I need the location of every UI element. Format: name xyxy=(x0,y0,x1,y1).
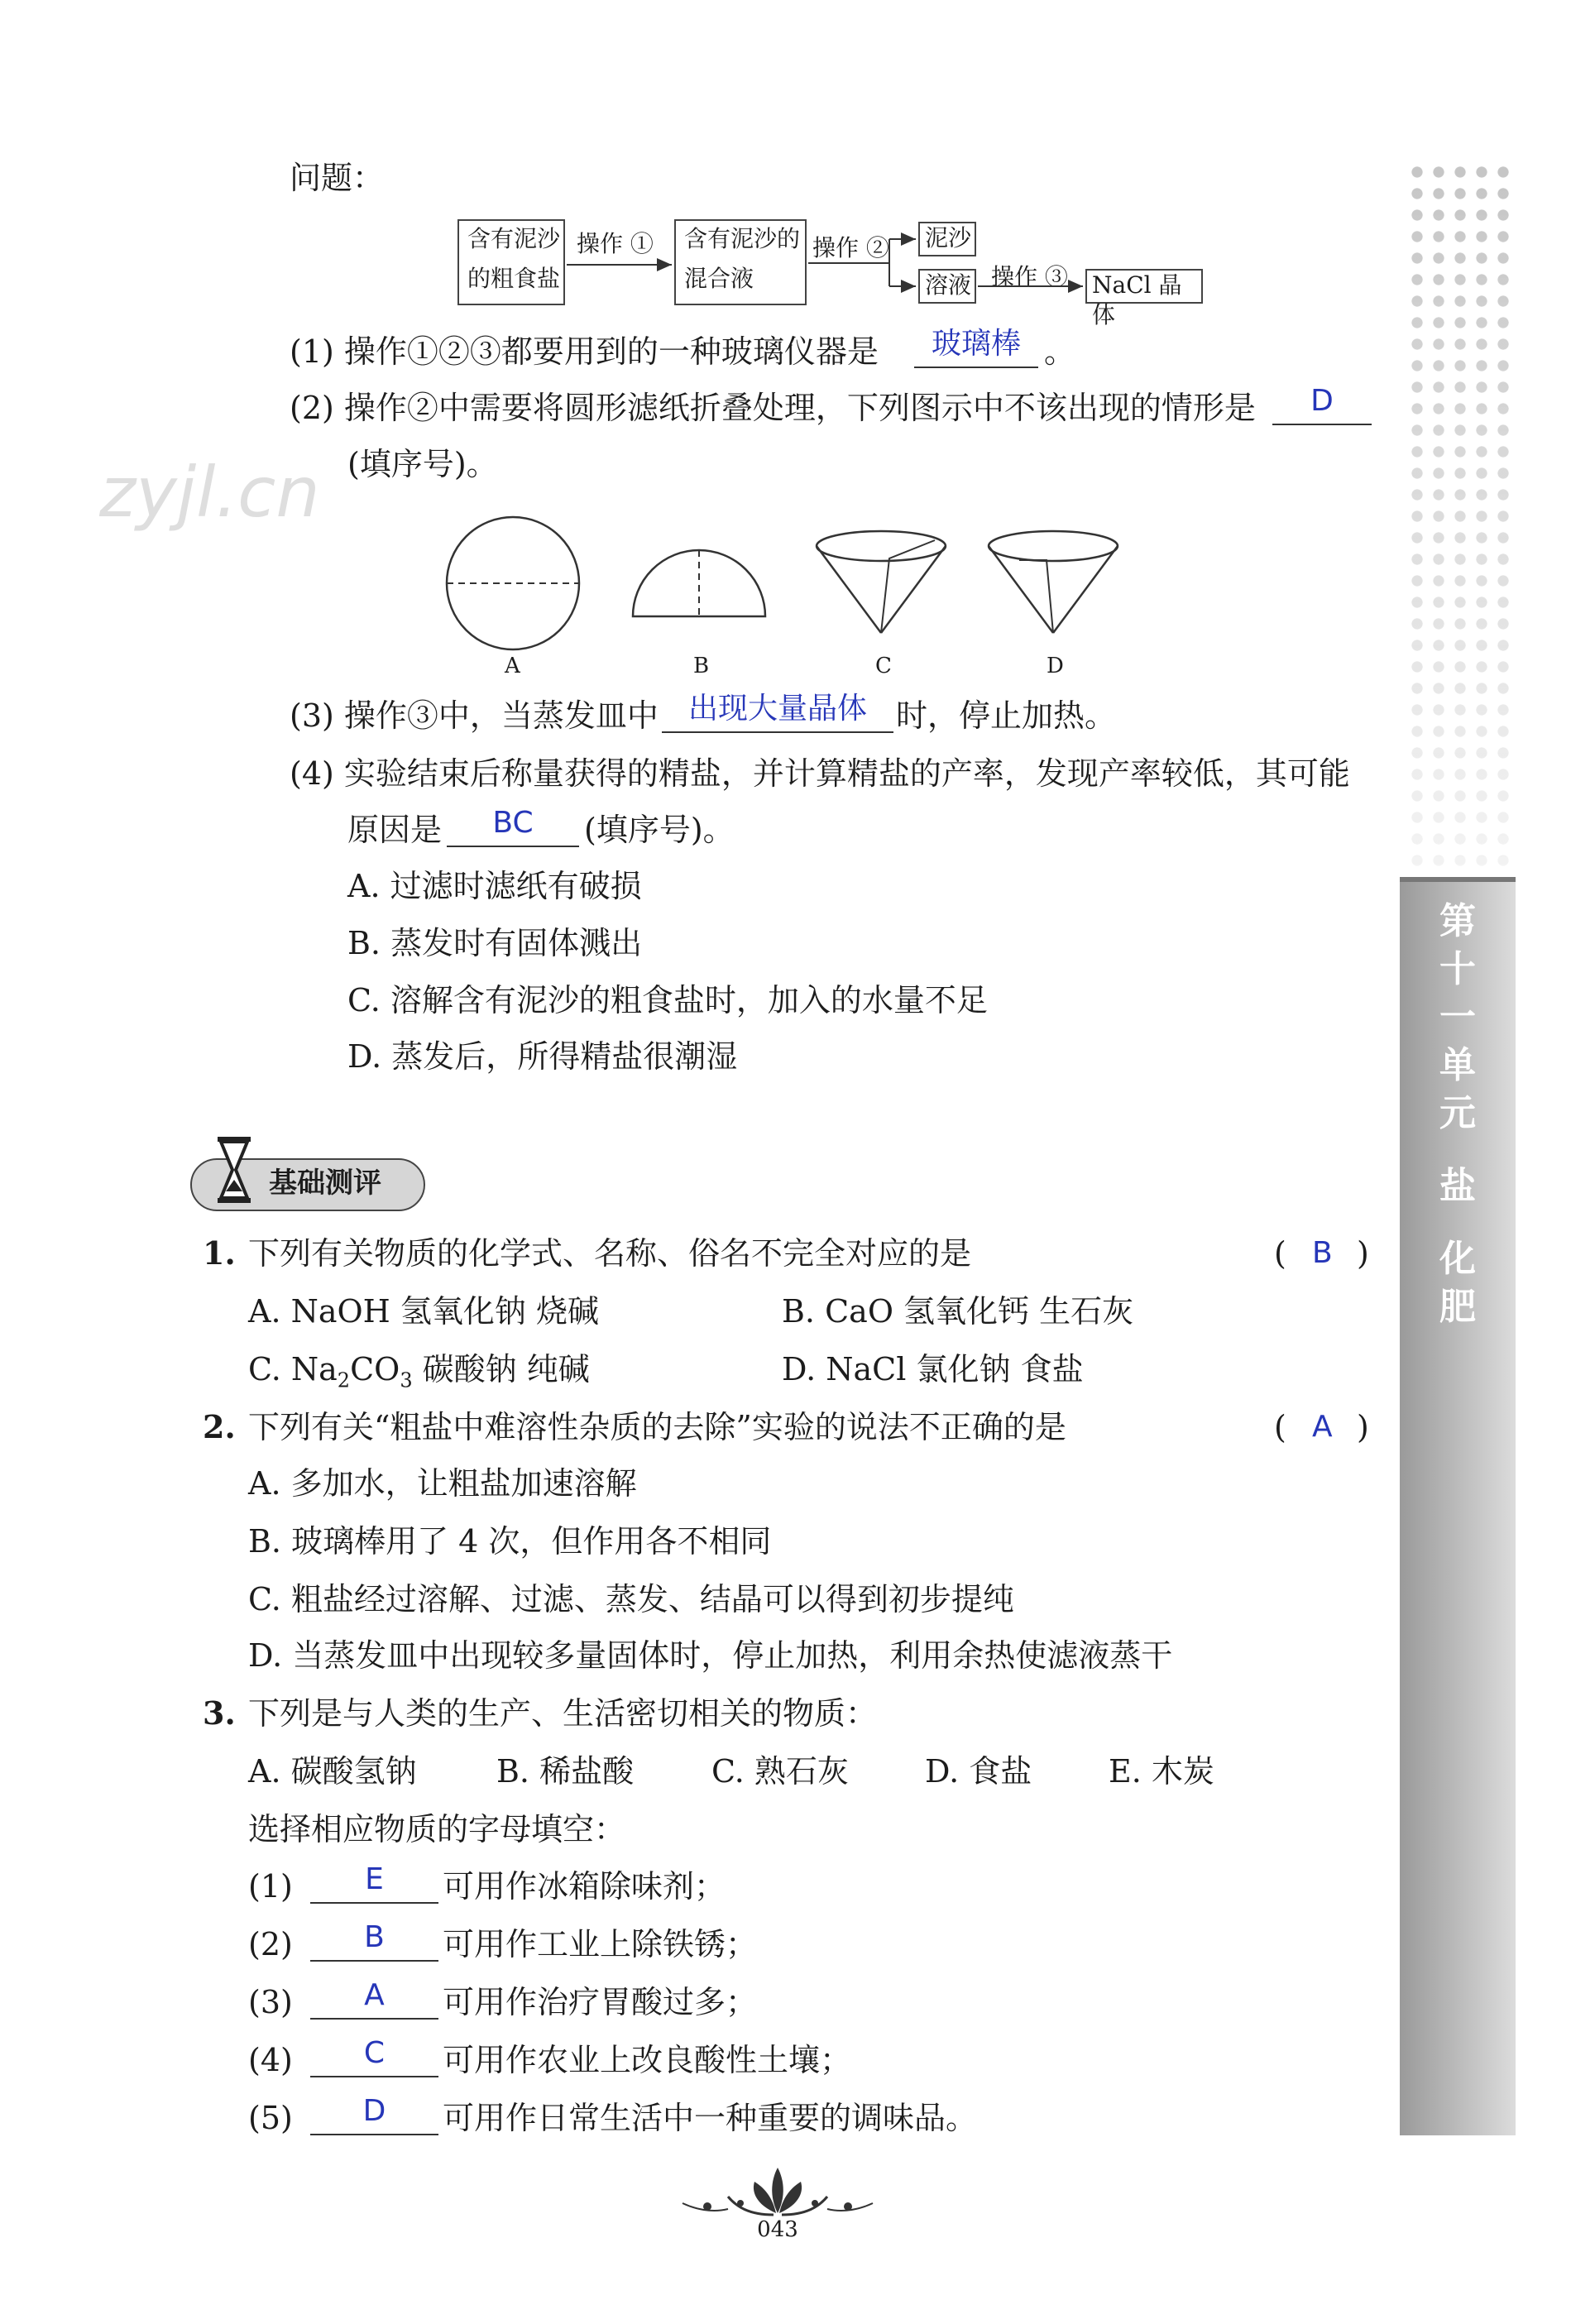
p3-instruction: 选择相应物质的字母填空： xyxy=(248,1811,626,1847)
figure-label-d: D xyxy=(1047,654,1064,678)
q4-option-d: D. 蒸发后，所得精盐很潮湿 xyxy=(347,1038,738,1075)
p3-item-text: 可用作冰箱除味剂； xyxy=(443,1868,726,1905)
p3-stem: 下列是与人类的生产、生活密切相关的物质： xyxy=(248,1695,878,1732)
p3-item-text: 可用作治疗胃酸过多； xyxy=(443,1984,758,2020)
p3-choice-a: A. 碳酸氢钠 xyxy=(248,1753,417,1790)
q4-answer: BC xyxy=(447,804,579,847)
watermark: zyjl.cn xyxy=(99,452,320,533)
p1-option-c-sub: 3 xyxy=(400,1368,413,1392)
p2-answer: A xyxy=(1312,1410,1333,1444)
p1-option-b: B. CaO 氢氧化钙 生石灰 xyxy=(782,1293,1134,1330)
q3-answer: 出现大量晶体 xyxy=(662,690,893,733)
q4-option-b: B. 蒸发时有固体溅出 xyxy=(347,925,643,961)
q4-line2-suffix: (填序号)。 xyxy=(584,812,735,848)
p3-choice-e: E. 木炭 xyxy=(1109,1753,1214,1790)
p1-stem: 下列有关物质的化学式、名称、俗名不完全对应的是 xyxy=(248,1235,972,1272)
q1-suffix: 。 xyxy=(1044,333,1076,370)
q4-option-c: C. 溶解含有泥沙的粗食盐时，加入的水量不足 xyxy=(347,982,988,1018)
chapter-char: 元 xyxy=(1439,1092,1476,1134)
chapter-char: 一 xyxy=(1439,996,1476,1038)
p1-option-c-part: C. Na xyxy=(248,1351,338,1387)
p1-option-c-sub: 2 xyxy=(337,1368,351,1392)
flow-box-solution: 溶液 xyxy=(918,269,976,304)
chapter-char: 盐 xyxy=(1439,1165,1476,1207)
figure-label-b: B xyxy=(693,654,710,678)
p3-item-answer: D xyxy=(310,2092,438,2135)
p3-item-label: (3) xyxy=(248,1984,293,2020)
p1-option-c-part: CO xyxy=(350,1351,400,1387)
chapter-char: 化 xyxy=(1439,1238,1476,1280)
p2-paren-close: ) xyxy=(1357,1409,1369,1445)
flow-op3-label: 操作 ③ xyxy=(991,263,1068,290)
chapter-title-vertical xyxy=(1400,898,1516,1331)
p3-item-text: 可用作日常生活中一种重要的调味品。 xyxy=(443,2100,978,2136)
flow-box-line: 的粗食盐 xyxy=(467,265,561,292)
p1-option-c xyxy=(248,1349,590,1402)
flow-box-line: 含有泥沙 xyxy=(467,225,561,252)
p1-paren-close: ) xyxy=(1357,1235,1369,1272)
section-title: 基础测评 xyxy=(269,1167,381,1200)
p3-item-label: (2) xyxy=(248,1926,293,1962)
q1-answer: 玻璃棒 xyxy=(914,325,1038,368)
p1-answer: B xyxy=(1312,1236,1333,1270)
q2-line2: (填序号)。 xyxy=(347,446,498,482)
q4-option-a: A. 过滤时滤纸有破损 xyxy=(347,868,642,904)
p1-option-c-part: 碳酸钠 纯碱 xyxy=(412,1351,590,1387)
figure-a xyxy=(447,517,579,649)
filter-paper-figure xyxy=(430,509,1125,674)
p3-item-label: (5) xyxy=(248,2100,293,2136)
q2-text: (2) 操作②中需要将圆形滤纸折叠处理，下列图示中不该出现的情形是 xyxy=(290,390,1256,426)
p1-number: 1. xyxy=(203,1234,236,1272)
figure-d xyxy=(989,531,1118,633)
p3-choice-b: B. 稀盐酸 xyxy=(496,1753,635,1790)
question-label: 问题： xyxy=(290,160,385,196)
p3-item-label: (1) xyxy=(248,1868,293,1905)
q4-line2-prefix: 原因是 xyxy=(347,812,443,848)
chapter-spacer xyxy=(1400,1138,1516,1162)
flow-op1-label: 操作 ① xyxy=(577,230,654,257)
figure-c xyxy=(817,531,946,633)
p2-option-c: C. 粗盐经过溶解、过滤、蒸发、结晶可以得到初步提纯 xyxy=(248,1581,1014,1617)
p3-item-answer: C xyxy=(310,2034,438,2077)
page-number: 043 xyxy=(757,2217,798,2242)
figure-b xyxy=(633,550,765,616)
p1-option-a: A. NaOH 氢氧化钠 烧碱 xyxy=(248,1293,599,1330)
chapter-char: 肥 xyxy=(1439,1286,1476,1328)
chapter-char: 单 xyxy=(1439,1044,1476,1086)
p3-item-text: 可用作农业上改良酸性土壤； xyxy=(443,2042,852,2078)
p3-item-answer: B xyxy=(310,1919,438,1962)
p3-choice-c: C. 熟石灰 xyxy=(711,1753,849,1790)
flow-box-nacl: NaCl 晶体 xyxy=(1085,269,1203,304)
hourglass-icon xyxy=(211,1133,261,1208)
p2-number: 2. xyxy=(203,1408,236,1445)
p2-stem: 下列有关“粗盐中难溶性杂质的去除”实验的说法不正确的是 xyxy=(248,1409,1066,1445)
figure-label-a: A xyxy=(505,654,520,678)
flow-op2-label: 操作 ② xyxy=(812,234,889,261)
p2-option-d: D. 当蒸发皿中出现较多量固体时，停止加热，利用余热使滤液蒸干 xyxy=(248,1637,1173,1674)
q4-line1: (4) 实验结束后称量获得的精盐，并计算精盐的产率，发现产率较低，其可能 xyxy=(290,755,1350,792)
flow-box-line: 混合液 xyxy=(684,265,754,292)
flow-arrows xyxy=(0,0,1595,347)
p1-paren-open: ( xyxy=(1274,1235,1286,1272)
p3-item-answer: E xyxy=(310,1861,438,1904)
p3-item-answer: A xyxy=(310,1977,438,2020)
p2-paren-open: ( xyxy=(1274,1409,1286,1445)
p1-option-d: D. NaCl 氯化钠 食盐 xyxy=(782,1351,1084,1387)
chapter-char: 十 xyxy=(1439,948,1476,990)
floral-ornament-icon xyxy=(678,2163,877,2221)
q3-text: (3) 操作③中，当蒸发皿中 xyxy=(290,697,659,734)
chapter-spacer xyxy=(1400,1210,1516,1235)
p3-choice-d: D. 食盐 xyxy=(925,1753,1032,1790)
p3-item-label: (4) xyxy=(248,2042,293,2078)
flow-box-sand: 泥沙 xyxy=(918,222,976,256)
q2-answer: D xyxy=(1272,382,1372,425)
p2-option-b: B. 玻璃棒用了 4 次，但作用各不相同 xyxy=(248,1523,772,1560)
q3-suffix: 时，停止加热。 xyxy=(896,697,1117,734)
q1-text: (1) 操作①②③都要用到的一种玻璃仪器是 xyxy=(290,333,879,370)
p2-option-a: A. 多加水，让粗盐加速溶解 xyxy=(248,1465,637,1502)
flow-box-line: 含有泥沙的 xyxy=(684,225,801,252)
chapter-char: 第 xyxy=(1439,900,1476,942)
figure-label-c: C xyxy=(875,654,892,678)
p3-item-text: 可用作工业上除铁锈； xyxy=(443,1926,758,1962)
p3-number: 3. xyxy=(203,1694,236,1732)
